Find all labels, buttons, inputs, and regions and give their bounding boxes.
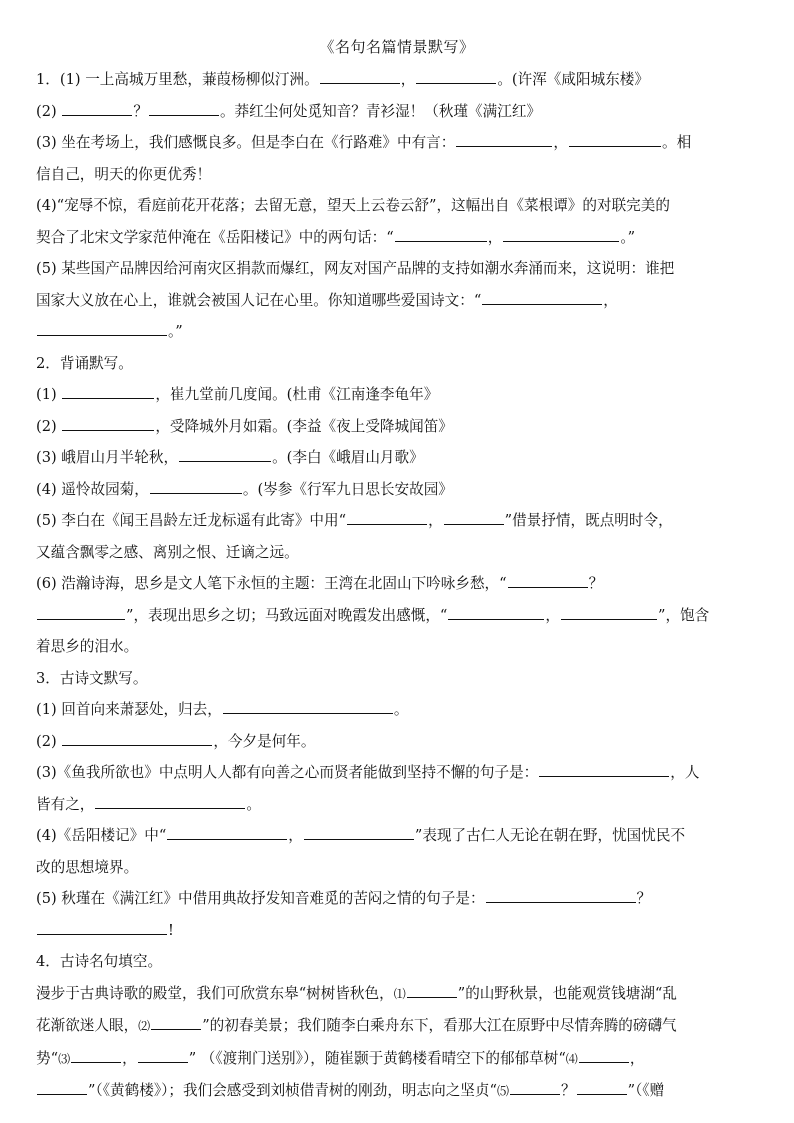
q3-line-5 <box>36 820 758 852</box>
q3-line-7 <box>36 883 758 915</box>
answer-blank[interactable] <box>95 794 245 809</box>
answer-blank[interactable] <box>62 101 132 116</box>
text: (1) <box>36 386 57 403</box>
answer-blank[interactable] <box>138 1048 188 1063</box>
text: ，人 <box>670 764 700 781</box>
q1-line-8 <box>36 285 758 317</box>
text: ， <box>122 1049 137 1067</box>
answer-blank[interactable] <box>448 605 544 620</box>
q4-line-3 <box>36 1043 758 1076</box>
answer-blank[interactable] <box>71 1048 121 1063</box>
text: ， <box>487 228 503 246</box>
text: 。(许浑《咸阳城东楼》 <box>497 71 649 88</box>
text: ， <box>400 71 416 88</box>
text: ， <box>545 606 561 624</box>
answer-blank[interactable] <box>407 983 457 998</box>
text: 。” <box>168 323 183 340</box>
q2-line-1 <box>36 379 758 411</box>
answer-blank[interactable] <box>223 699 393 714</box>
q1-line-9 <box>36 316 758 348</box>
text: ， <box>428 512 443 529</box>
text: ”（《黄鹤楼》）；我们会感受到刘桢借青树的刚劲，明志向之坚贞“ <box>88 1082 497 1099</box>
text: 。莽红尘何处觅知音？青衫湿！（秋瑾《满江红》 <box>219 102 542 120</box>
q2-heading: 2．背诵默写。 <box>36 354 133 372</box>
text: (3) 峨眉山月半轮秋， <box>36 449 179 466</box>
q2-line-7 <box>36 568 758 600</box>
q4-line-1 <box>36 978 758 1011</box>
text: ”表现了古仁人无论在朝在野，忧国忧民不 <box>414 827 686 844</box>
q3-heading: 3．古诗文默写。 <box>36 669 148 687</box>
text: (4)《岳阳楼记》中“ <box>36 827 167 844</box>
blank-number: ⑸ <box>496 1084 509 1098</box>
answer-blank[interactable] <box>167 825 287 840</box>
answer-blank[interactable] <box>456 132 552 147</box>
q1-line-6 <box>36 222 758 254</box>
text: ，崔九堂前几度闻。(杜甫《江南逢李龟年》 <box>155 386 439 403</box>
q4-heading: 4．古诗名句填空。 <box>36 953 163 970</box>
text: ，受降城外月如霜。(李益《夜上受降城闻笛》 <box>155 417 453 435</box>
blank-number: ⑴ <box>393 986 406 1001</box>
answer-blank[interactable] <box>149 101 219 116</box>
q1-line-1 <box>36 64 758 96</box>
text: (3) 坐在考场上，我们感慨良多。但是李白在《行路难》中有言： <box>36 134 456 151</box>
text: ？ <box>636 890 652 907</box>
text: ”借景抒情，既点明时令， <box>504 512 673 529</box>
text: 漫步于古典诗歌的殿堂，我们可欣赏东皋“树树皆秋色， <box>36 984 394 1002</box>
text: (2) <box>36 417 57 435</box>
answer-blank[interactable] <box>577 1080 627 1095</box>
q2-line-3 <box>36 442 758 474</box>
text: 1．(1) 一上高城万里愁，蒹葭杨柳似汀洲。 <box>36 71 319 88</box>
blank-number: ⑷ <box>565 1051 578 1066</box>
answer-blank[interactable] <box>503 227 619 242</box>
q3-line-3 <box>36 757 758 789</box>
text: ， <box>629 1049 645 1067</box>
text: ”的山野秋景，也能观赏钱塘湖“乱 <box>457 984 677 1002</box>
q3-line-4 <box>36 789 758 821</box>
text: ”的初春美景；我们随李白乘舟东下，看那大江在原野中尽情奔腾的磅礴气 <box>202 1017 677 1034</box>
q3-line-1 <box>36 694 758 726</box>
text: 契合了北宋文学家范仲淹在《岳阳楼记》中的两句话：“ <box>36 228 394 246</box>
q3-line-2 <box>36 726 758 758</box>
answer-blank[interactable] <box>37 920 167 935</box>
answer-blank[interactable] <box>510 1080 560 1095</box>
q2-line-4 <box>36 474 758 506</box>
blank-number: ⑵ <box>138 1019 151 1033</box>
q3-line-8 <box>36 915 758 947</box>
text: (2) <box>36 732 57 750</box>
text: 。相 <box>661 134 692 151</box>
q2-line-5 <box>36 505 758 537</box>
answer-blank[interactable] <box>62 416 154 431</box>
answer-blank[interactable] <box>569 132 661 147</box>
text: 皆有之， <box>36 795 95 813</box>
q4-line-2 <box>36 1010 758 1043</box>
answer-blank[interactable] <box>37 1080 87 1095</box>
blank-number: ⑶ <box>58 1051 71 1066</box>
text: ”，饱含 <box>658 606 710 624</box>
q4-line-4 <box>36 1075 758 1108</box>
q2-line-8 <box>36 600 758 632</box>
text: (6) 浩瀚诗海，思乡是文人笔下永恒的主题：王湾在北固山下吟咏乡愁，“ <box>36 575 507 592</box>
answer-blank[interactable] <box>539 762 669 777</box>
answer-blank[interactable] <box>482 290 602 305</box>
text: 。(岑参《行军九日思长安故园》 <box>242 480 453 498</box>
q1-line-3 <box>36 127 758 159</box>
text: ”（《赠 <box>627 1082 665 1099</box>
answer-blank[interactable] <box>395 227 487 242</box>
text: (3)《鱼我所欲也》中点明人人都有向善之心而贤者能做到坚持不懈的句子是： <box>36 764 539 781</box>
answer-blank[interactable] <box>486 888 636 903</box>
answer-blank[interactable] <box>444 510 504 525</box>
answer-blank[interactable] <box>347 510 427 525</box>
text: (2) <box>36 102 57 120</box>
answer-blank[interactable] <box>561 605 657 620</box>
q2-line-6: 又蕴含飘零之感、离别之恨、迁谪之远。 <box>36 543 299 561</box>
text: 花渐欲迷人眼， <box>36 1017 139 1034</box>
answer-blank[interactable] <box>179 447 271 462</box>
answer-blank[interactable] <box>579 1048 629 1063</box>
answer-blank[interactable] <box>304 825 414 840</box>
text: ， <box>603 291 618 309</box>
q1-line-2 <box>36 96 758 128</box>
text: ! <box>168 921 174 939</box>
text: ， <box>288 827 303 844</box>
page-title: 《名句名篇情景默写》 <box>319 38 475 56</box>
answer-blank[interactable] <box>416 69 496 84</box>
text: ”，表现出思乡之切；马致远面对晚霞发出感慨，“ <box>126 606 448 624</box>
text: ？ <box>133 102 148 120</box>
text: 。” <box>620 228 636 246</box>
text: ， <box>553 134 568 151</box>
text: 。(李白《峨眉山月歌》 <box>272 449 424 466</box>
q1-line-7: (5) 某些国产品牌因给河南灾区捐款而爆红，网友对国产品牌的支持如潮水奔涌而来，这说明：谁把 <box>36 260 675 277</box>
q2-line-9: 着思乡的泪水。 <box>36 638 139 655</box>
answer-blank[interactable] <box>37 321 167 336</box>
text: ？ <box>560 1082 576 1099</box>
q1-line-4: 信自己，明天的你更优秀！ <box>36 165 212 183</box>
text: ” （《渡荆门送别》），随崔颢于黄鹤楼看晴空下的郁郁草树“ <box>188 1049 566 1067</box>
text: (5) 李白在《闻王昌龄左迁龙标遥有此寄》中用“ <box>36 512 347 529</box>
answer-blank[interactable] <box>320 69 400 84</box>
text: ，今夕是何年。 <box>213 732 316 750</box>
answer-blank[interactable] <box>62 731 212 746</box>
q2-line-2 <box>36 411 758 443</box>
answer-blank[interactable] <box>151 1015 201 1030</box>
text: (1) 回首向来萧瑟处，归去， <box>36 701 222 718</box>
answer-blank[interactable] <box>62 384 154 399</box>
q1-line-5: (4)“宠辱不惊，看庭前花开花落；去留无意，望天上云卷云舒”，这幅出自《菜根谭》的对联完美的 <box>36 197 670 214</box>
text: 。 <box>246 795 261 813</box>
text: (4) 遥怜故园菊， <box>36 480 149 498</box>
text: 势“ <box>36 1049 59 1067</box>
answer-blank[interactable] <box>37 605 125 620</box>
text: 。 <box>393 701 409 718</box>
answer-blank[interactable] <box>150 479 242 494</box>
text: 国家大义放在心上，谁就会被国人记在心里。你知道哪些爱国诗文：“ <box>36 291 482 309</box>
q3-line-6: 改的思想境界。 <box>36 858 139 876</box>
text: ？ <box>588 575 604 592</box>
text: (5) 秋瑾在《满江红》中借用典故抒发知音难觅的苦闷之情的句子是： <box>36 890 485 907</box>
answer-blank[interactable] <box>508 573 588 588</box>
